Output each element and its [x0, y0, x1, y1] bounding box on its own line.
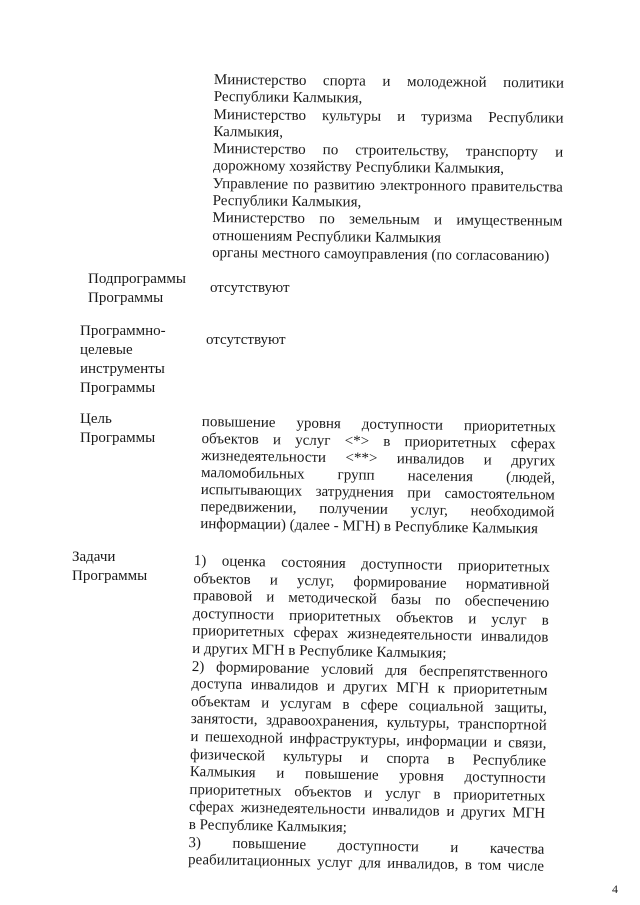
- tasks-label: [72, 548, 147, 586]
- agency-line: Министерство культуры и туризма Республики: [213, 106, 564, 127]
- agency-line: отношениям Республики Калмыкия: [212, 227, 442, 247]
- tasks-text: [188, 553, 550, 876]
- agency-line: Министерство по строительству, транспорту и: [213, 141, 564, 161]
- label-line: инструменты: [80, 361, 165, 377]
- task-line: правовой и методической базы по обеспечению: [193, 588, 550, 612]
- agency-line: Республики Калмыкия,: [212, 193, 362, 211]
- goal-label: [80, 410, 155, 448]
- label-line: целевые: [80, 342, 133, 358]
- instruments-label: [80, 322, 166, 398]
- goal-line: информации) (далее - МГН) в Республике Калмыкия: [200, 515, 539, 538]
- goal-line: маломобильных групп населения (людей,: [200, 464, 556, 487]
- label-line: Программы: [80, 380, 156, 396]
- goal-line: испытывающих затруднения при самостоятельном: [200, 481, 555, 504]
- label-line: Программы: [80, 430, 156, 446]
- task-line: 3) повышение доступности и качества: [188, 834, 545, 858]
- goal-line: жизнедеятельности <**> инвалидов и других: [201, 447, 556, 470]
- subprograms-value: отсутствуют: [210, 280, 290, 296]
- label-line: Задачи: [72, 549, 116, 565]
- goal-line: передвижении, получении услуг, необходимой: [200, 498, 555, 521]
- task-line: 2) формирование условий для беспрепятственного: [191, 658, 548, 682]
- agency-line: Министерство по земельным и имущественным: [212, 210, 563, 231]
- agency-line: дорожному хозяйству Республики Калмыкия,: [212, 158, 505, 178]
- subprograms-label: [88, 270, 186, 308]
- task-line: и пешеходной инфраструктуры, информации и связи,: [190, 728, 547, 752]
- task-line: приоритетных объектов и услуг в приоритетных: [189, 781, 546, 805]
- task-line: и других МГН в Республике Калмыкия;: [192, 640, 447, 662]
- task-line: Калмыкия и повышение уровня доступности: [189, 764, 546, 787]
- agency-line: Республики Калмыкия,: [213, 89, 363, 107]
- task-line: приоритетных сферах жизнедеятельности инвалидов: [192, 623, 549, 647]
- task-line: доступа инвалидов и других МГН к приоритетным: [191, 676, 548, 699]
- task-line: доступности приоритетных объектов и услуг в: [192, 605, 549, 629]
- goal-line: объектов и услуг <*> в приоритетных сферах: [201, 430, 556, 453]
- label-line: Подпрограммы: [88, 271, 186, 287]
- task-line: объектов и услуг, формирование нормативной: [193, 570, 550, 594]
- task-line: сферах жизнедеятельности инвалидов и других МГН: [188, 799, 546, 823]
- label-line: Программы: [88, 290, 164, 306]
- agency-line: Калмыкия,: [213, 123, 284, 141]
- label-line: Программы: [72, 568, 148, 584]
- task-line: физической культуры и спорта в Республике: [189, 746, 547, 770]
- task-line: реабилитационных услуг для инвалидов, в том числе: [187, 852, 545, 875]
- task-line: 1) оценка состояния доступности приоритетных: [193, 553, 550, 576]
- label-line: Цель: [80, 411, 112, 427]
- agency-line: Министерство спорта и молодежной политики: [213, 72, 564, 92]
- agency-line: Управление по развитию электронного правительства: [212, 175, 563, 196]
- label-line: Программно-: [80, 323, 166, 339]
- instruments-value: отсутствуют: [206, 332, 286, 348]
- goal-line: повышение уровня доступности приоритетных: [201, 414, 556, 436]
- agencies-list: [212, 72, 564, 266]
- task-line: занятости, здравоохранения, культуры, транспортной: [190, 711, 547, 735]
- task-line: объектам и услугам в сфере социальной защиты,: [190, 693, 548, 717]
- goal-text: [200, 414, 556, 539]
- page-number: 4: [612, 882, 618, 896]
- agency-line: органы местного самоуправления (по согласованию): [212, 244, 550, 265]
- task-line: в Республике Калмыкия;: [188, 816, 348, 836]
